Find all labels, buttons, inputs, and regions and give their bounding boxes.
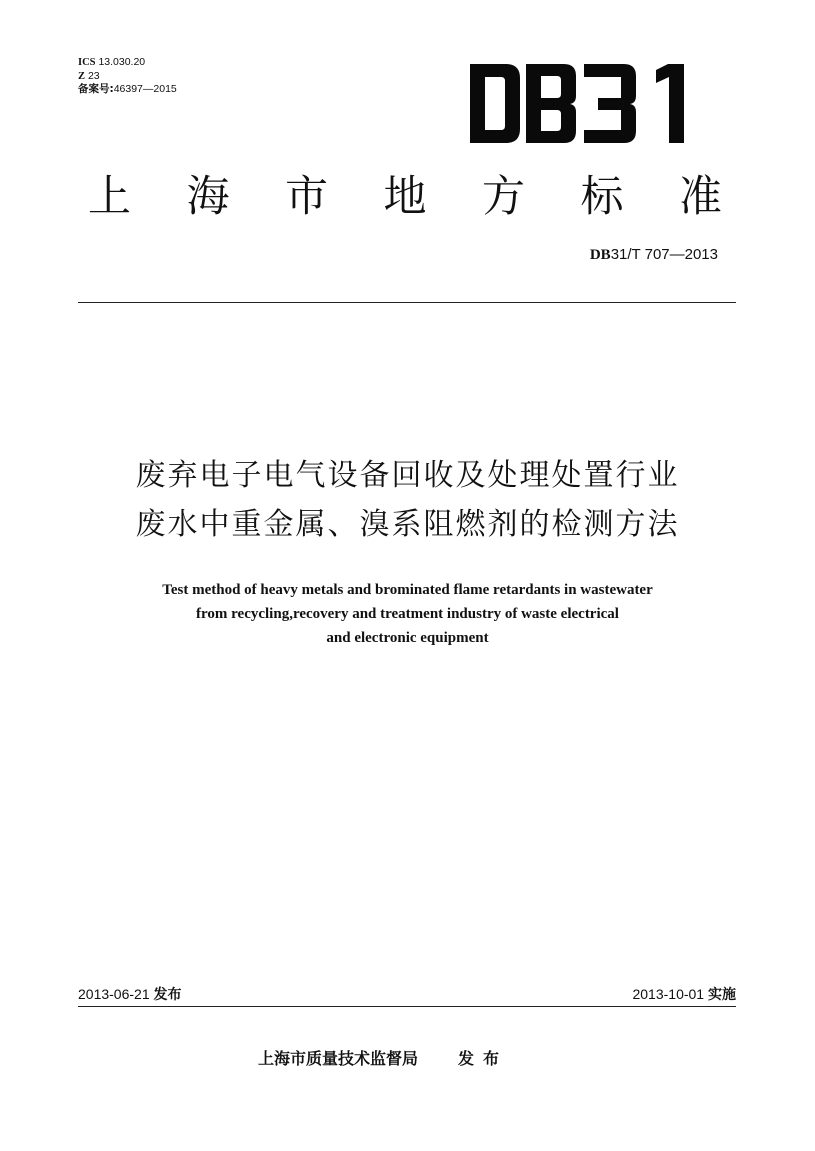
english-title-line-2: from recycling,recovery and treatment industry of waste electrical — [196, 606, 619, 622]
standard-name-char: 市 — [285, 171, 328, 222]
ics-label: ICS — [78, 57, 96, 68]
bottom-divider — [78, 1006, 736, 1007]
implementation-date-block — [632, 984, 736, 1004]
classification-line — [78, 70, 177, 84]
record-line — [78, 83, 177, 96]
record-label: 备案号: — [78, 83, 114, 95]
issuing-authority — [258, 1046, 508, 1069]
standard-name-char: 地 — [383, 171, 427, 222]
standard-name-char: 海 — [186, 171, 230, 222]
standard-code-prefix: DB — [589, 247, 611, 263]
standard-name-char: 方 — [482, 171, 525, 222]
db31-logo — [470, 64, 692, 143]
standard-code — [590, 246, 718, 264]
issuer-action: 发布 — [458, 1049, 509, 1068]
chinese-title-line-1: 废弃电子电气设备回收及处理处置行业 — [135, 458, 680, 493]
chinese-title-line-2: 废水中重金属、溴系阻燃剂的检测方法 — [135, 507, 680, 542]
issue-label: 发布 — [153, 987, 182, 1003]
standard-name-char: 准 — [679, 171, 722, 222]
ics-line — [78, 56, 177, 70]
top-divider — [78, 302, 736, 303]
standard-type-name — [88, 163, 722, 223]
z-code: 23 — [87, 69, 100, 82]
english-title-line-1: Test method of heavy metals and brominated flame retardants in wastewater — [162, 582, 653, 598]
standard-name-char: 标 — [580, 171, 624, 222]
issue-date-block — [78, 984, 182, 1004]
implementation-label: 实施 — [708, 987, 736, 1003]
implementation-date: 2013-10-01 — [632, 986, 705, 1002]
standard-code-number: 31/T 707—2013 — [610, 246, 718, 263]
z-label: Z — [78, 70, 86, 82]
record-number: 46397—2015 — [113, 83, 177, 95]
ics-code: 13.030.20 — [98, 56, 146, 68]
issuer-name: 上海市质量技术监督局 — [258, 1049, 419, 1068]
issue-date: 2013-06-21 — [78, 986, 150, 1002]
standard-name-char: 上 — [88, 171, 131, 222]
header-meta — [78, 56, 177, 96]
english-title-line-3: and electronic equipment — [326, 630, 489, 646]
english-title — [0, 578, 815, 650]
